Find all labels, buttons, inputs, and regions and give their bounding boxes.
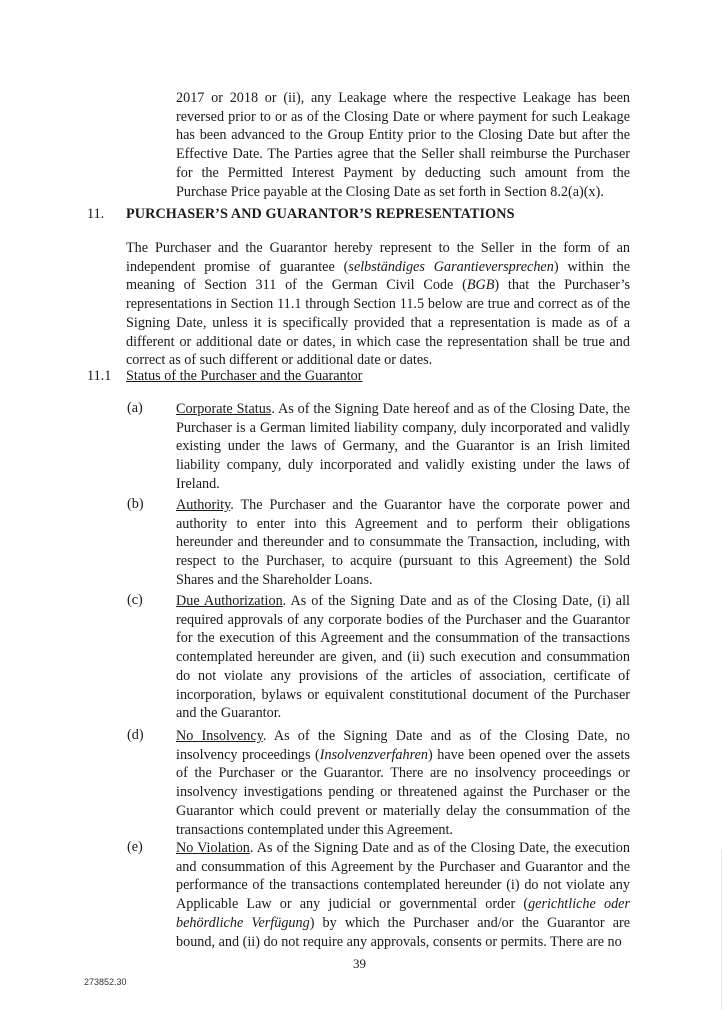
item-c: [176, 592, 630, 723]
item-a-text: [176, 400, 630, 494]
item-a-body: . As of the Signing Date hereof and as of the Closing Date, the Purchaser is a German limited liability company, duly incorporated and validly existing under the laws of Germany, and the Guarantor is an Irish limited liability company, duly incorporated and validly existing under the laws of Ireland.: [176, 401, 630, 492]
document-id: 273852.30: [84, 977, 127, 987]
item-c-text: [176, 592, 630, 723]
section-intro-text: [126, 239, 630, 370]
item-c-body: . As of the Signing Date and as of the Closing Date, (i) all required approvals of any corporate bodies of the Purchaser and the Guarantor for the execution of this Agreement and the consummation of the transactions contemplated hereunder are given, and (ii) such execution and consummation do not violate any provisions of the articles of association, certificate of incorporation, bylaws or equivalent constitutional document of the Purchaser and the Guarantor.: [176, 593, 630, 722]
item-e-german-term: gerichtliche oder behördliche Verfügung: [176, 896, 630, 931]
item-d-body-2: ) have been opened over the assets of the Purchaser or the Guarantor. There are no insolvency proceedings or insolvency investigations pending or threatened against the Purchaser or the Guarantor which could prevent or materially delay the consummation of the transactions contemplated under this Agreement.: [176, 746, 630, 838]
subsection-title: Status of the Purchaser and the Guarantor: [126, 368, 363, 384]
intro-text-1: The Purchaser and the Guarantor hereby represent to the Seller in the form of an independent promise of guarantee (: [126, 240, 630, 275]
item-c-heading: Due Authorization: [176, 593, 283, 609]
item-e-body-2: ) by which the Purchaser and/or the Guarantor are bound, and (ii) do not require any approvals, consents or permits. There are no: [176, 914, 631, 950]
intro-german-term-2: BGB: [466, 277, 495, 294]
intro-text-3: ) that the Purchaser’s representations in Section 11.1 through Section 11.5 below are true and correct as of the Signing Date, unless it is specifically provided that a representation is made as of a different or additional date or dates, in which case the representation shall be true and correct as of such different or additional date or dates.: [126, 277, 630, 369]
item-b-text: [176, 496, 630, 590]
item-b-body: . The Purchaser and the Guarantor have the corporate power and authority to enter into this Agreement and to perform their obligations hereunder and thereunder and to consummate the Transaction, including, with respect to the Purchaser, to acquire (pursuant to this Agreement) the Sold Shares and the Shareholder Loans.: [176, 497, 630, 588]
item-e-heading: No Violation: [176, 840, 250, 856]
item-d-heading: No Insolvency: [176, 728, 263, 744]
item-b-heading: Authority: [176, 497, 231, 513]
section-number: 11.: [87, 206, 105, 222]
intro-german-term-1: selbständiges Garantieversprechen: [348, 258, 554, 275]
section-intro: [126, 239, 630, 370]
subsection-number: 11.1: [87, 368, 112, 384]
page-number: 39: [353, 956, 366, 971]
item-label-c: (c): [127, 592, 143, 608]
item-d-body-1: . As of the Signing Date and as of the Closing Date, no insolvency proceedings (: [176, 728, 630, 763]
continuation-paragraph: [176, 89, 630, 201]
item-e-body-1: . As of the Signing Date and as of the Closing Date, the execution and consummation of this Agreement by the Purchaser and Guarantor and the performance of the transactions contemplated hereunder (i) do not violate any Applicable Law or any judicial or governmental order (: [176, 840, 630, 913]
item-d-german-term: Insolvenzverfahren: [319, 746, 428, 763]
item-label-d: (d): [127, 727, 144, 743]
scan-edge-artifact: [721, 850, 722, 1010]
section-title: PURCHASER’S AND GUARANTOR’S REPRESENTATIONS: [126, 206, 515, 222]
item-label-e: (e): [127, 839, 143, 855]
item-e-text: [176, 839, 630, 951]
item-a: [176, 400, 630, 494]
item-label-a: (a): [127, 400, 143, 416]
item-e: [176, 839, 630, 951]
item-label-b: (b): [127, 496, 144, 512]
item-d: [176, 727, 630, 839]
continuation-text: 2017 or 2018 or (ii), any Leakage where the respective Leakage has been reversed prior to or as of the Closing Date or where payment for such Leakage has been advanced to the Group Entity prior to the Closing Date but after the Effective Date. The Parties agree that the Seller shall reimburse the Purchaser for the Permitted Interest Payment by deducting such amount from the Purchase Price payable at the Closing Date as set forth in Section 8.2(a)(x).: [176, 90, 630, 200]
item-d-text: [176, 727, 630, 839]
item-a-heading: Corporate Status: [176, 401, 272, 417]
item-b: [176, 496, 630, 590]
intro-text-2: ) within the meaning of Section 311 of the German Civil Code (: [126, 258, 630, 294]
